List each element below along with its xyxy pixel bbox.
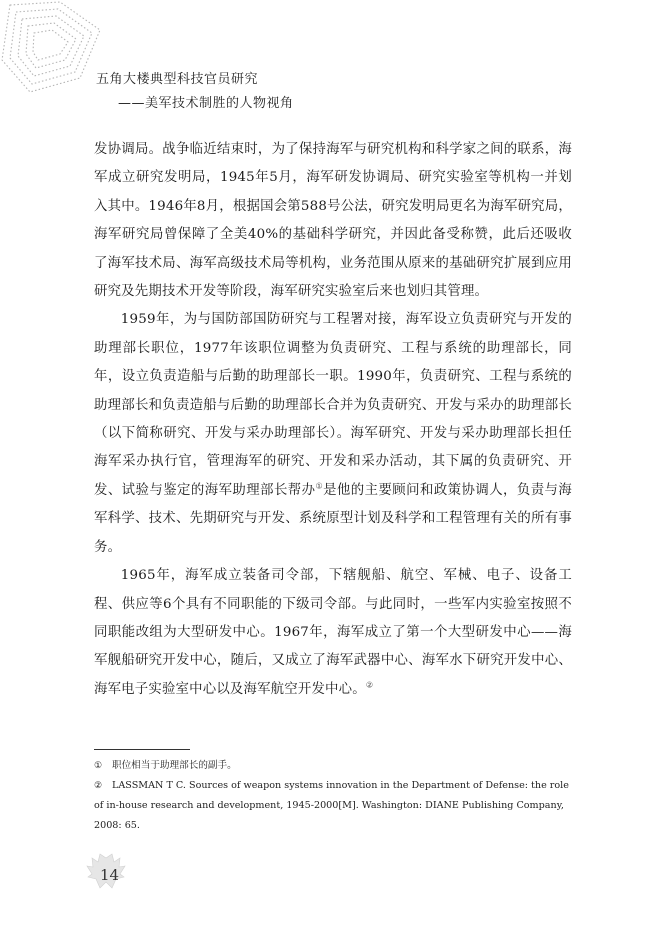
header-subtitle: ——美军技术制胜的人物视角 bbox=[118, 96, 294, 111]
footnotes bbox=[94, 756, 572, 836]
paragraph-2 bbox=[94, 306, 572, 562]
footnote-1 bbox=[94, 756, 572, 776]
paragraph-2-text-a: 1959年，为与国防部国防研究与工程署对接，海军设立负责研究与开发的助理部长职位，1977年该职位调整为负责研究、工程与系统的助理部长，同年，设立负责造船与后勤的助理部长一职。1990年，负责研究、工程与系统的助理部长和负责造船与后勤的助理部长合并为负责研究、开发与采办的助理部长（以下简称研究、开发与采办助理部长）。海军研究、开发与采办助理部长担任海军采办执行官，管理海军的研究、开发和采办活动，其下属的负责研究、开发、试验与鉴定的海军助理部长帮办 bbox=[94, 312, 572, 498]
footnote-1-text: 职位相当于助理部长的副手。 bbox=[112, 760, 237, 771]
footnote-ref-2[interactable]: ② bbox=[365, 680, 374, 690]
footnote-ref-1[interactable]: ① bbox=[315, 481, 324, 491]
footnote-2-text: LASSMAN T C. Sources of weapon systems innovation in the Department of Defense: the role of in-house research and development, 1945-2000[M]. Washington: DIANE Publishing Company, 2008: 65. bbox=[94, 780, 569, 831]
paragraph-1: 发协调局。战争临近结束时，为了保持海军与研究机构和科学家之间的联系，海军成立研究发明局，1945年5月，海军研发协调局、研究实验室等机构一并划入其中。1946年8月，根据国会第588号公法，研究发明局更名为海军研究局，海军研究局曾保障了全美40%的基础科学研究，并因此备受称赞，此后还吸收了海军技术局、海军高级技术局等机构，业务范围从原来的基础研究扩展到应用研究及先期技术开发等阶段，海军研究实验室后来也划归其管理。 bbox=[94, 142, 572, 300]
paragraph-3 bbox=[94, 562, 572, 704]
footnote-2-number: ② bbox=[94, 781, 103, 791]
footnote-divider bbox=[94, 749, 190, 750]
footnote-1-number: ① bbox=[94, 761, 103, 771]
paragraph-2-text-b: 是他的主要顾问和政策协调人，负责与海军科学、技术、先期研究与开发、系统原型计划及科学和工程管理有关的所有事务。 bbox=[94, 482, 572, 555]
corner-ornament-icon bbox=[0, 0, 110, 100]
header-title: 五角大楼典型科技官员研究 bbox=[96, 72, 259, 87]
paragraph-3-text: 1965年，海军成立装备司令部，下辖舰船、航空、军械、电子、设备工程、供应等6个具有不同职能的下级司令部。与此同时，一些军内实验室按照不同职能改组为大型研发中心。1967年，海军成立了第一个大型研发中心——海军舰船研究开发中心，随后，又成立了海军武器中心、海军水下研究开发中心、海军电子实验室中心以及海军航空开发中心。 bbox=[94, 568, 572, 697]
body-text bbox=[94, 136, 572, 704]
footnote-2 bbox=[94, 776, 572, 836]
page-number: 14 bbox=[100, 866, 120, 884]
